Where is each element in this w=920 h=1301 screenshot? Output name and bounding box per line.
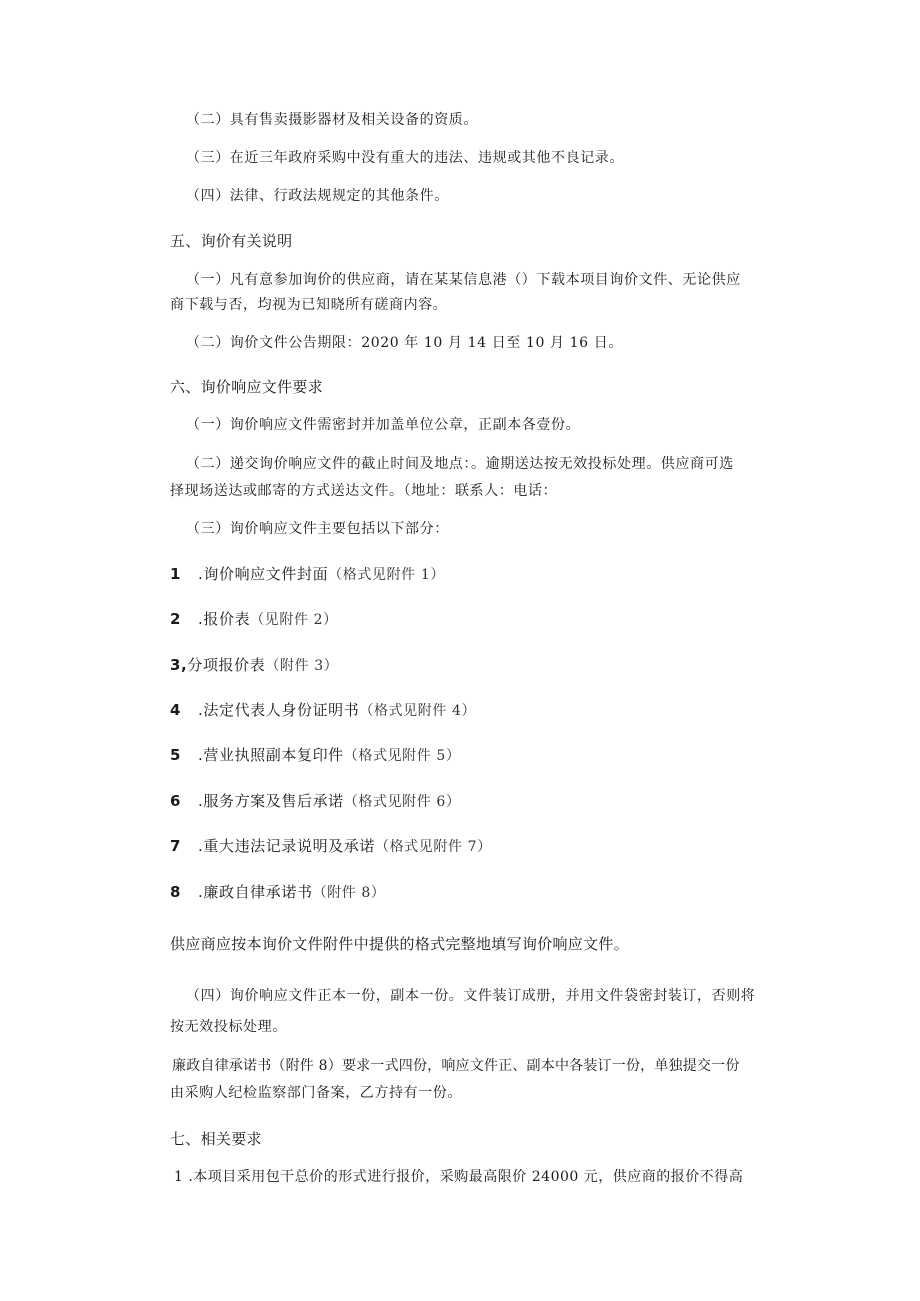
paragraph-response-4b: 按无效投标处理。	[170, 1019, 287, 1035]
section-heading-6: 六、询价响应文件要求	[170, 378, 324, 396]
list-item-title: .报价表	[198, 610, 251, 628]
paragraph-response-3: （三）询价响应文件主要包括以下部分：	[186, 521, 449, 537]
list-item-note: （格式见附件 5）	[343, 748, 461, 764]
list-item-title: 分项报价表	[187, 656, 266, 674]
paragraph-qualification-2: （二）具有售卖摄影器材及相关设备的资质。	[186, 112, 478, 128]
list-item-number: 2	[170, 610, 182, 628]
list-item	[170, 700, 476, 721]
list-item-title: .询价响应文件封面	[198, 565, 329, 583]
list-item-note: （格式见附件 7）	[374, 839, 492, 855]
paragraph-response-2b: 择现场送达或邮寄的方式送达文件。（地址：联系人：电话：	[170, 483, 558, 499]
list-item-note: （见附件 2）	[250, 612, 338, 628]
list-item-title: .服务方案及售后承诺	[198, 792, 344, 810]
list-item-number: 6	[170, 792, 182, 810]
paragraph-requirement-1: 1 .本项目采用包干总价的形式进行报价，采购最高限价 24000 元，供应商的报价不得高	[174, 1169, 744, 1185]
list-item-note: （格式见附件 6）	[343, 794, 461, 810]
list-item-number: 1	[170, 565, 182, 583]
paragraph-qualification-3: （三）在近三年政府采购中没有重大的违法、违规或其他不良记录。	[186, 150, 624, 166]
list-item	[170, 609, 338, 630]
paragraph-integrity-b: 由采购人纪检监察部门备案，乙方持有一份。	[170, 1085, 462, 1101]
list-item	[170, 564, 445, 585]
list-item-number: 8	[170, 883, 182, 901]
section-heading-7: 七、相关要求	[170, 1130, 262, 1148]
list-item-number: 4	[170, 701, 182, 719]
paragraph-response-4a-bold: 文件正本一份，副本一份。	[288, 988, 464, 1004]
list-item	[170, 655, 338, 676]
paragraph-format-instruction: 供应商应按本询价文件附件中提供的格式完整地填写询价响应文件。	[170, 935, 630, 953]
list-item-title: .廉政自律承诺书	[198, 883, 313, 901]
paragraph-response-1: （一）询价响应文件需密封并加盖单位公章，正副本各壹份。	[186, 417, 581, 433]
paragraph-integrity-a: 廉政自律承诺书（附件 8）要求一式四份，响应文件正、副本中各装订一份，单独提交一份	[172, 1058, 740, 1074]
paragraph-inquiry-1a: （一）凡有意参加询价的供应商，请在某某信息港（）下载本项目询价文件、无论供应	[186, 272, 741, 288]
list-item-title: .法定代表人身份证明书	[198, 701, 360, 719]
list-item-note: （附件 8）	[312, 885, 386, 901]
paragraph-response-4a-pre: （四）询价响应	[186, 988, 289, 1004]
list-item-number: 7	[170, 837, 182, 855]
paragraph-inquiry-1b: 商下载与否，均视为已知晓所有磋商内容。	[170, 297, 448, 313]
list-item-number: 3,	[170, 656, 188, 674]
list-item-title: .重大违法记录说明及承诺	[198, 837, 375, 855]
paragraph-response-4a-post: 文件装订成册，并用文件袋密封装订，否则将	[463, 988, 756, 1004]
list-item	[170, 882, 386, 903]
paragraph-inquiry-2: （二）询价文件公告期限：2020 年 10 月 14 日至 10 月 16 日。	[186, 335, 623, 351]
list-item	[170, 791, 461, 812]
list-item-note: （格式见附件 1）	[328, 567, 445, 583]
paragraph-response-2a: （二）递交询价响应文件的截止时间及地点：。逾期送达按无效投标处理。供应商可选	[186, 456, 734, 472]
section-heading-5: 五、询价有关说明	[170, 232, 293, 250]
paragraph-qualification-4: （四）法律、行政法规规定的其他条件。	[186, 188, 449, 204]
list-item-number: 5	[170, 746, 182, 764]
list-item-note: （附件 3）	[265, 658, 339, 674]
list-item	[170, 745, 461, 766]
list-item-note: （格式见附件 4）	[359, 703, 477, 719]
list-item	[170, 836, 492, 857]
paragraph-response-4a	[186, 986, 755, 1006]
list-item-title: .营业执照副本复印件	[198, 746, 344, 764]
